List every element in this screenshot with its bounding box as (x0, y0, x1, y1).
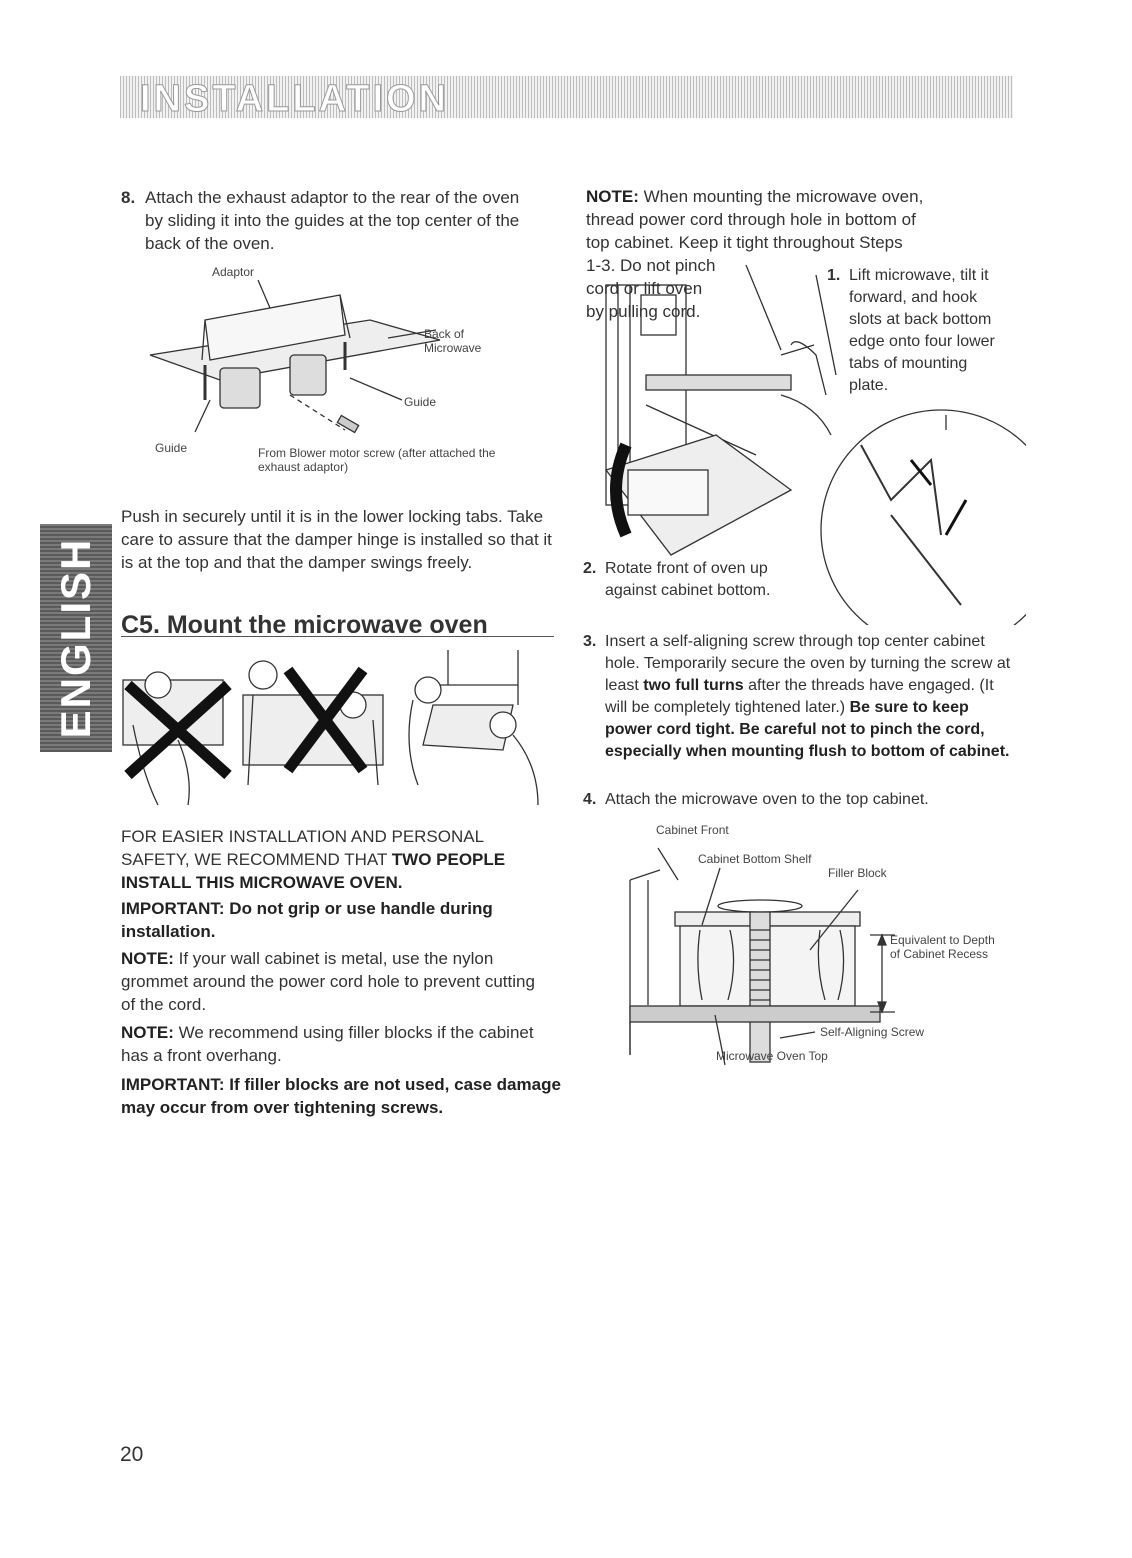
label-cabinet-bottom-shelf: Cabinet Bottom Shelf (698, 852, 812, 866)
step-3-bold-2: Be sure to keep power cord tight. Be careful not to pinch the cord, especially when mounting flush to bottom of cabinet. (605, 699, 1010, 760)
label-adaptor: Adaptor (212, 265, 255, 279)
lifting-illustration (118, 645, 558, 815)
safety-text (121, 825, 551, 894)
safety-bold: TWO PEOPLE INSTALL THIS MICROWAVE OVEN. (121, 850, 506, 892)
right-note-line6: by pulling cord. (586, 302, 701, 321)
header-banner (120, 76, 1013, 118)
important-1-text: Do not grip or use handle during installation. (121, 899, 493, 941)
right-note-label: NOTE: (586, 187, 639, 206)
step-3-mid: after the threads have engaged. (It will be completely tightened later.) (605, 677, 994, 716)
push-in-text: Push in securely until it is in the lower locking tabs. Take care to assure that the damper hinge is installed so that it is at the top and that the damper swings freely. (121, 507, 552, 572)
label-guide-right: Guide (404, 395, 437, 409)
important-1-label: IMPORTANT: (121, 899, 225, 918)
right-note-line2: thread power cord through hole in bottom of (586, 210, 916, 229)
step-2-number: 2. (583, 560, 597, 577)
note-2-text: We recommend using filler blocks if the cabinet has a front overhang. (121, 1023, 534, 1065)
step-3 (583, 631, 1013, 763)
step-2-text: Rotate front of oven up against cabinet bottom. (605, 560, 771, 599)
step-1-text: Lift microwave, tilt it forward, and hook slots at back bottom edge onto four lower tabs of mounting plate. (849, 267, 995, 394)
step-2 (583, 558, 773, 602)
step-3-bold-1: two full turns (643, 677, 744, 694)
step-3-number: 3. (583, 633, 597, 650)
important-2-label: IMPORTANT: (121, 1075, 225, 1094)
note-2-label: NOTE: (121, 1023, 174, 1042)
step-8 (121, 186, 541, 255)
note-2 (121, 1021, 551, 1067)
label-equivalent: Equivalent to Depth of Cabinet Recess (890, 933, 995, 961)
step-8-number: 8. (121, 188, 136, 207)
language-side-tab (40, 524, 112, 752)
right-note-line5: cord or lift oven (586, 279, 703, 298)
safety-pre: FOR EASIER INSTALLATION AND PERSONAL SAFETY, WE RECOMMEND THAT (121, 827, 484, 869)
label-self-aligning-screw: Self-Aligning Screw (820, 1025, 925, 1039)
step-3-pre: Insert a self-aligning screw through top center cabinet hole. Temporarily secure the oven by turning the screw at least (605, 633, 1011, 694)
right-note-line1: When mounting the microwave oven, (638, 187, 924, 206)
page-number: 20 (120, 1443, 144, 1466)
header-title: INSTALLATION (140, 78, 449, 120)
important-1 (121, 897, 551, 943)
side-tab-label: ENGLISH (52, 537, 99, 739)
note-1-label: NOTE: (121, 949, 174, 968)
label-filler-block: Filler Block (828, 866, 887, 880)
step-1-number: 1. (827, 267, 841, 284)
right-note-line4: 1-3. Do not pinch (586, 256, 716, 275)
step-4-text: Attach the microwave oven to the top cabinet. (605, 791, 929, 808)
label-cabinet-front: Cabinet Front (656, 823, 729, 837)
important-2 (121, 1073, 561, 1119)
section-title: C5. Mount the microwave oven (121, 611, 488, 639)
note-1 (121, 947, 551, 1016)
label-guide-left: Guide (155, 441, 188, 455)
label-blower-screw: From Blower motor screw (after attached the exhaust adaptor) (258, 446, 496, 474)
label-back-of-microwave: Back of Microwave (424, 327, 482, 355)
right-note-line3: top cabinet. Keep it tight throughout Steps (586, 233, 903, 252)
step-4-number: 4. (583, 791, 597, 808)
note-1-text: If your wall cabinet is metal, use the nylon grommet around the power cord hole to prevent cutting of the cord. (121, 949, 535, 1014)
step-8-text: Attach the exhaust adaptor to the rear of the oven by sliding it into the guides at the top center of the back of the oven. (145, 188, 520, 253)
step-4 (583, 789, 1013, 811)
important-2-text: If filler blocks are not used, case damage may occur from over tightening screws. (121, 1075, 561, 1117)
label-microwave-oven-top: Microwave Oven Top (716, 1049, 828, 1063)
